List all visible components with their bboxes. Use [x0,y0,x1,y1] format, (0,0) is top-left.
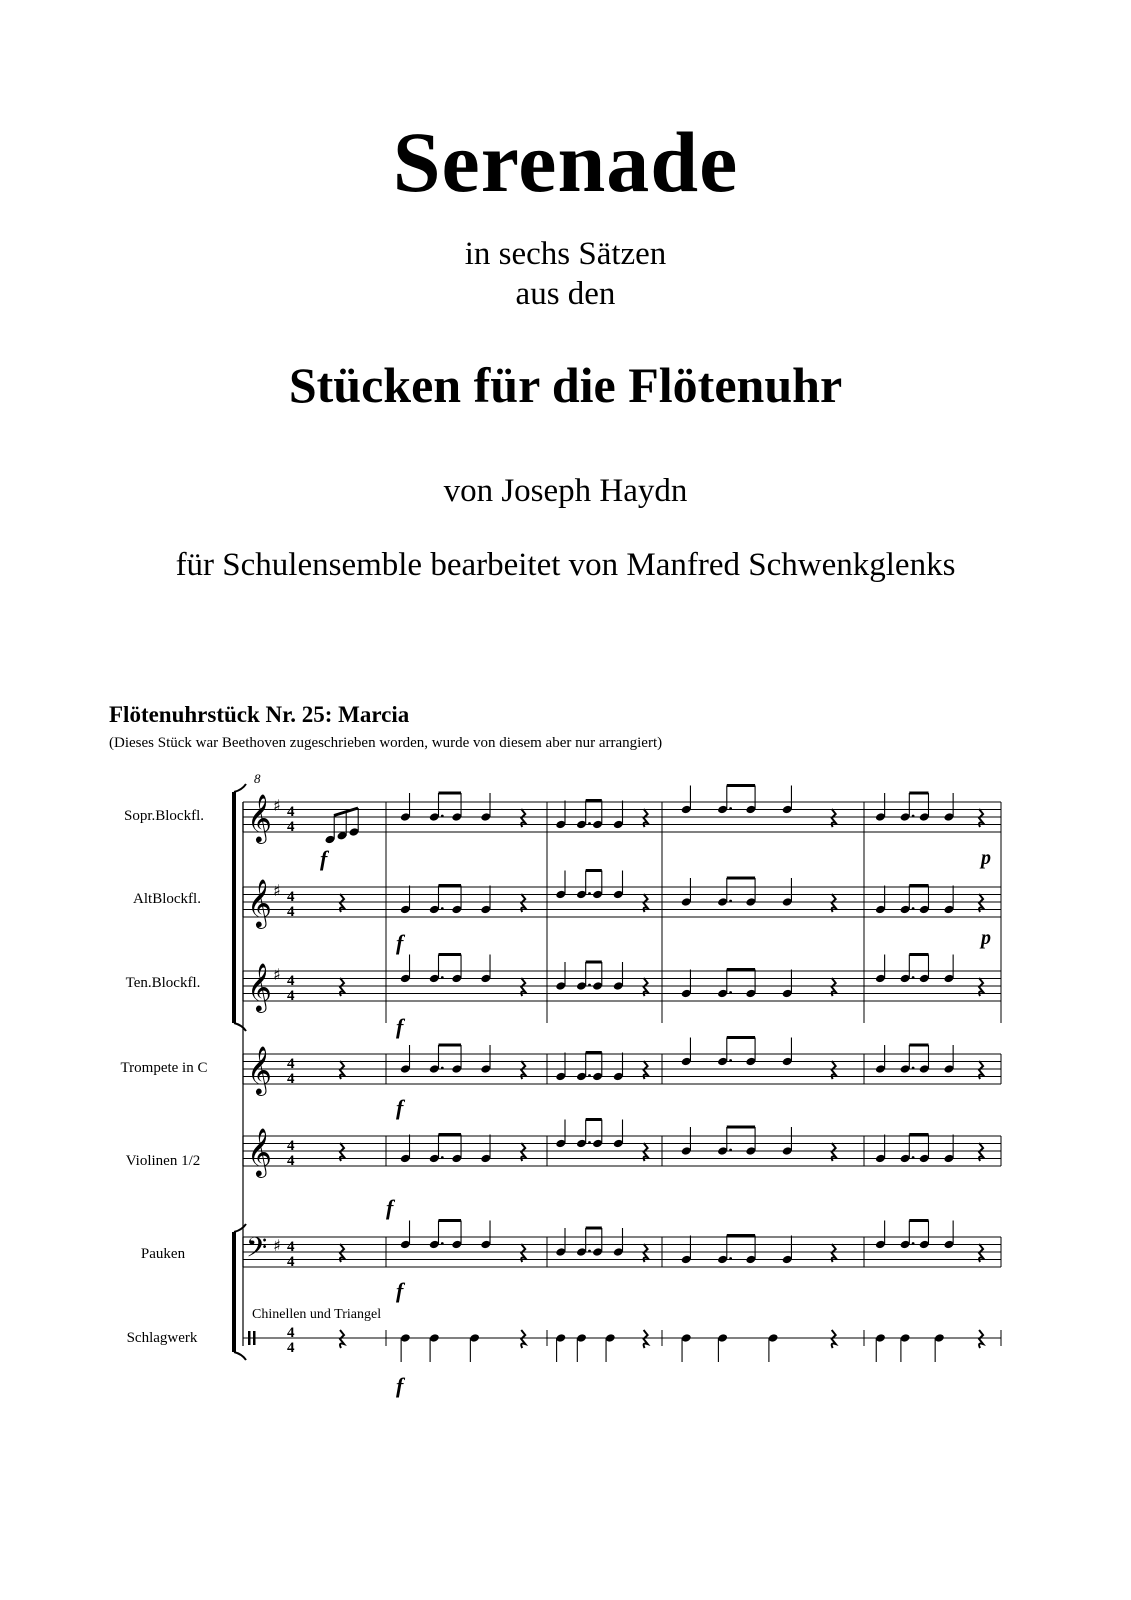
note [681,1038,692,1067]
note [943,1045,954,1074]
note [592,801,603,830]
quarter-rest [979,1330,983,1348]
time-signature-denominator: 4 [287,988,295,1004]
dynamic-forte: f [396,1014,404,1039]
instrument-name-violinen: Violinen 1/2 [125,1153,201,1169]
note [400,1221,411,1250]
percussion-clef-icon [248,1331,251,1345]
dynamic-forte: f [396,1095,404,1120]
note [592,1053,603,1082]
note [613,962,624,991]
note [875,1135,886,1164]
note [681,786,692,815]
note [919,793,930,822]
note [400,1135,411,1164]
note [782,1236,793,1265]
time-signature-denominator: 4 [287,904,295,920]
note [943,1135,954,1164]
piece-note: (Dieses Stück war Beethoven zugeschrieben worden, wurde von diesem aber nur arrangiert) [109,735,663,751]
note [875,793,886,822]
note [480,1045,491,1074]
instrument-labels [121,808,208,1346]
note [782,1038,793,1067]
note [943,1221,954,1250]
note [349,808,360,837]
note [605,1333,616,1362]
treble-clef-icon: 𝄞 [247,1045,272,1094]
dynamic-forte: f [386,1195,394,1220]
note [480,793,491,822]
notes [325,786,984,1363]
note [613,1228,624,1257]
note [919,886,930,915]
instrument-name-pauken: Pauken [140,1246,186,1262]
dynamic-piano: p [981,927,991,949]
instrument-name-schlagwerk: Schlagwerk [126,1330,198,1346]
note [451,793,462,822]
instrument-name-trompete: Trompete in C [120,1060,208,1076]
note [451,886,462,915]
instrument-name-ten: Ten.Blockfl. [125,975,201,991]
note [451,1135,462,1164]
time-signature-numerator: 4 [287,1325,295,1341]
note [782,786,793,815]
sharp-icon: ♯ [273,965,281,984]
note [681,1127,692,1156]
note [592,962,603,991]
note [400,955,411,984]
sharp-icon: ♯ [273,796,281,815]
note [768,1333,779,1362]
note [451,1221,462,1250]
note [480,955,491,984]
note [555,1120,566,1149]
dynamic-forte: f [396,1373,404,1398]
instrument-name-alt: AltBlockfl. [133,891,201,907]
note [555,962,566,991]
time-signature-numerator: 4 [287,973,295,989]
note [451,955,462,984]
note [919,1135,930,1164]
note [480,1135,491,1164]
treble-clef-icon: 𝄞 [247,1127,272,1176]
note [681,1236,692,1265]
sharp-icon: ♯ [273,881,281,900]
note [875,955,886,984]
note [555,1053,566,1082]
dynamic-forte: f [396,1278,404,1303]
dynamic-piano: p [981,847,991,869]
note [681,970,692,999]
staff-7 [243,1325,1001,1356]
note [745,1236,756,1265]
note [745,970,756,999]
note [337,812,348,841]
composer-line: von Joseph Haydn [443,473,688,509]
note [325,816,336,845]
time-signature-denominator: 4 [287,1071,295,1087]
note [555,1228,566,1257]
page-title: Serenade [392,114,739,210]
note [745,878,756,907]
note [745,786,756,815]
note [576,1333,587,1362]
note [480,886,491,915]
quarter-rest [832,1330,836,1348]
note [782,970,793,999]
note [919,1045,930,1074]
subtitle-line-2: aus den [515,276,616,312]
note [400,1333,411,1362]
note [400,1045,411,1074]
note [875,1045,886,1074]
note [875,886,886,915]
note [919,1221,930,1250]
percussion-instruction: Chinellen und Triangel [252,1307,382,1322]
work-title: Stücken für die Flötenuhr [288,357,843,413]
note [613,1120,624,1149]
note [613,1053,624,1082]
note [934,1333,945,1362]
dynamic-forte: f [396,930,404,955]
arranger-line: für Schulensemble bearbeitet von Manfred Schwenkglenks [175,547,956,583]
note [469,1333,480,1362]
time-signature-numerator: 4 [287,804,295,820]
note [555,801,566,830]
treble-clef-icon: 𝄞 [247,962,272,1011]
note [943,886,954,915]
time-signature-denominator: 4 [287,1153,295,1169]
note [875,1221,886,1250]
treble-clef-icon: 𝄞 [247,878,272,927]
note [875,1333,886,1362]
quarter-rest [340,1330,344,1348]
note [592,1120,603,1149]
bass-clef-icon: 𝄢 [246,1231,268,1270]
note [555,1333,566,1362]
time-signature-numerator: 4 [287,1138,295,1154]
treble-clef-icon: 𝄞 [247,793,272,842]
sharp-icon: ♯ [273,1235,281,1255]
quarter-rest [521,1330,525,1348]
note [745,1038,756,1067]
dynamic-forte: f [320,846,328,871]
note [555,871,566,900]
time-signature-denominator: 4 [287,1254,295,1270]
note [480,1221,491,1250]
note [400,886,411,915]
note [782,1127,793,1156]
note [592,1228,603,1257]
note [782,878,793,907]
note [613,871,624,900]
note [681,1333,692,1362]
note [745,1127,756,1156]
note [943,793,954,822]
note [613,801,624,830]
piece-title: Flötenuhrstück Nr. 25: Marcia [109,702,410,727]
note [919,955,930,984]
instrument-name-sopr: Sopr.Blockfl. [123,808,205,824]
time-signature-denominator: 4 [287,1340,295,1356]
time-signature-numerator: 4 [287,1239,295,1255]
note [681,878,692,907]
subtitle-line-1: in sechs Sätzen [464,236,667,272]
note [900,1333,911,1362]
time-signature-numerator: 4 [287,889,295,905]
note [943,955,954,984]
note [451,1045,462,1074]
dynamics [320,846,991,1398]
note [717,1333,728,1362]
note [400,793,411,822]
ottava-mark: 8 [254,771,261,786]
note [429,1333,440,1362]
time-signature-numerator: 4 [287,1056,295,1072]
quarter-rest [644,1330,648,1348]
note [592,871,603,900]
time-signature-denominator: 4 [287,819,295,835]
